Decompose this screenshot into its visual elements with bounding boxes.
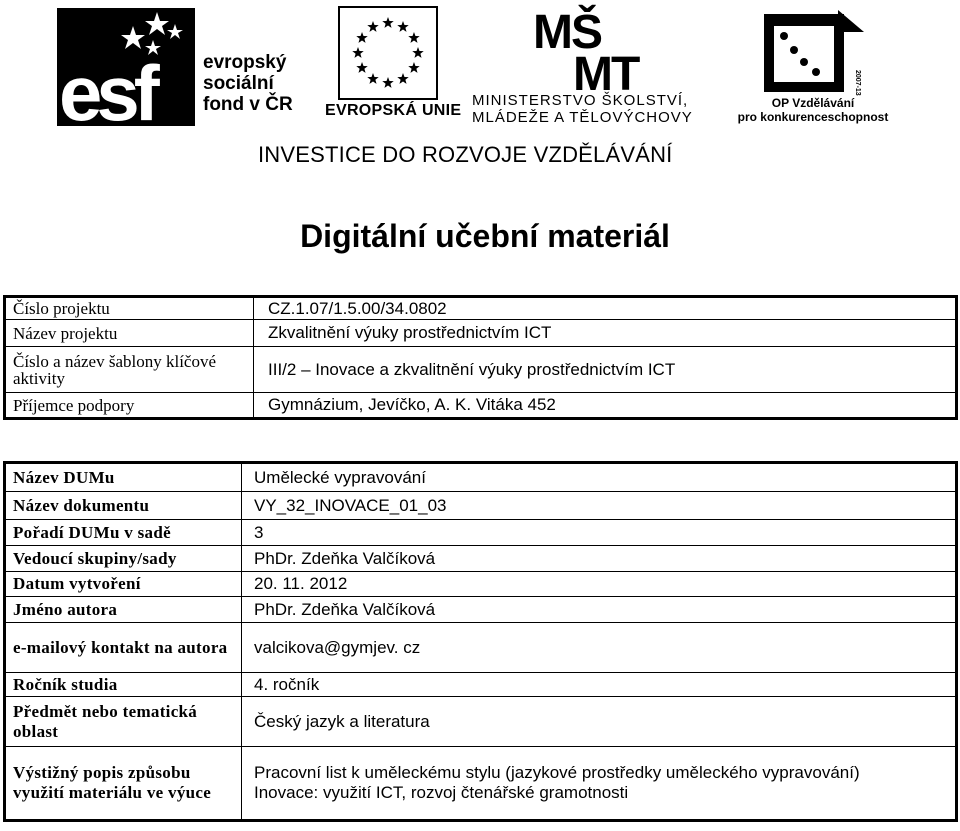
value-cell: CZ.1.07/1.5.00/34.0802 (254, 297, 957, 320)
svg-text:2007-13: 2007-13 (854, 70, 861, 96)
svg-text:esf: esf (59, 49, 154, 126)
label-cell: Číslo projektu (5, 297, 254, 320)
table-row (5, 546, 957, 572)
value-cell: 20. 11. 2012 (242, 572, 957, 597)
table-row (5, 393, 957, 419)
label-cell: Název projektu (5, 320, 254, 347)
value-cell: PhDr. Zdeňka Valčíková (242, 546, 957, 572)
table-row (5, 673, 957, 697)
table-row (5, 572, 957, 597)
value-cell: Zkvalitnění výuky prostřednictvím ICT (254, 320, 957, 347)
table-row (5, 297, 957, 320)
eu-label: EVROPSKÁ UNIE (325, 102, 462, 119)
label-cell: Číslo a název šablony klíčové aktivity (5, 347, 254, 393)
op-text: OP Vzdělávání pro konkurenceschopnost (737, 96, 889, 124)
op-logo (760, 10, 868, 96)
value-cell: Český jazyk a literatura (242, 697, 957, 747)
label-cell: Pořadí DUMu v sadě (5, 520, 242, 546)
value-cell: Gymnázium, Jevíčko, A. K. Vitáka 452 (254, 393, 957, 419)
label-cell: Název DUMu (5, 463, 242, 492)
table-row (5, 623, 957, 673)
label-cell: Vedoucí skupiny/sady (5, 546, 242, 572)
page-title: Digitální učební materiál (300, 218, 670, 254)
label-cell: Předmět nebo tematická oblast (5, 697, 242, 747)
investice-slogan: INVESTICE DO ROZVOJE VZDĚLÁVÁNÍ (258, 142, 673, 167)
esf-text: evropský sociální fond v ČR (203, 52, 293, 115)
eu-flag-icon (338, 6, 438, 100)
label-cell: e-mailový kontakt na autora (5, 623, 242, 673)
table-row (5, 520, 957, 546)
table-row (5, 347, 957, 393)
value-cell: III/2 – Inovace a zkvalitnění výuky prostřednictvím ICT (254, 347, 957, 393)
value-cell: valcikova@gymjev. cz (242, 623, 957, 673)
value-cell: PhDr. Zdeňka Valčíková (242, 597, 957, 623)
esf-logo (57, 8, 195, 126)
label-cell: Jméno autora (5, 597, 242, 623)
table-row (5, 597, 957, 623)
value-cell: 3 (242, 520, 957, 546)
value-cell: VY_32_INOVACE_01_03 (242, 492, 957, 520)
label-cell: Název dokumentu (5, 492, 242, 520)
table-row (5, 492, 957, 520)
msmt-logo (533, 4, 657, 90)
label-cell: Datum vytvoření (5, 572, 242, 597)
table-row (5, 463, 957, 492)
svg-text:MŠ: MŠ (533, 6, 601, 59)
msmt-text: MINISTERSTVO ŠKOLSTVÍ, MLÁDEŽE A TĚLOVÝCHOVY (472, 92, 693, 126)
label-cell: Ročník studia (5, 673, 242, 697)
value-cell: 4. ročník (242, 673, 957, 697)
table-row (5, 320, 957, 347)
svg-text:MT: MT (573, 48, 639, 90)
value-cell: Umělecké vypravování (242, 463, 957, 492)
header-logos (0, 0, 960, 167)
label-cell: Příjemce podpory (5, 393, 254, 419)
label-cell: Výstižný popis způsobu využití materiálu ve výuce (5, 747, 242, 821)
value-cell: Pracovní list k uměleckému stylu (jazykové prostředky uměleckého vypravování) Inovace: využití ICT, rozvoj čtenářské gramotnosti (242, 747, 957, 821)
dum-table (3, 461, 958, 822)
project-table (3, 295, 958, 420)
table-row (5, 697, 957, 747)
table-row (5, 747, 957, 821)
